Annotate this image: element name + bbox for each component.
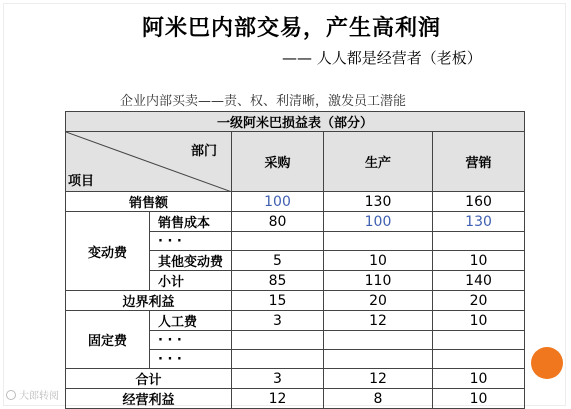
labor-purchase: 3: [232, 311, 324, 331]
table-row-operating-profit: [66, 389, 525, 409]
header-dept-marketing: 营销: [433, 132, 525, 192]
sales-marketing: 160: [433, 192, 525, 212]
row-label-other-variable: 其他变动费: [150, 251, 232, 271]
header-department-label: 部门: [190, 144, 217, 159]
sales-production: 130: [324, 192, 433, 212]
row-label-operating-profit: 经营利益: [66, 389, 232, 409]
row-label-variable-ellipsis: · · ·: [150, 232, 232, 251]
watermark-text: 大郎转阅: [19, 391, 59, 402]
labor-production: 12: [324, 311, 433, 331]
row-label-total: 合计: [66, 369, 232, 389]
table-caption-row: [66, 112, 525, 132]
row-label-sales: 销售额: [66, 192, 232, 212]
operating-production: 8: [324, 389, 433, 409]
other-var-production: 10: [324, 251, 433, 271]
marginal-purchase: 15: [232, 291, 324, 311]
empty-cell: [433, 331, 525, 350]
empty-cell: [324, 331, 433, 350]
slide-caption: 企业内部买卖——责、权、利清晰，激发员工潜能: [120, 94, 407, 109]
subtotal-purchase: 85: [232, 271, 324, 291]
header-item-label: 项目: [68, 174, 95, 189]
table-row-marginal-profit: [66, 291, 525, 311]
marginal-production: 20: [324, 291, 433, 311]
empty-cell: [232, 350, 324, 369]
total-marketing: 10: [433, 369, 525, 389]
operating-marketing: 10: [433, 389, 525, 409]
sales-purchase: 100: [232, 192, 324, 212]
group-label-variable: 变动费: [66, 212, 150, 291]
operating-purchase: 12: [232, 389, 324, 409]
watermark-logo-icon: [6, 390, 16, 400]
profit-loss-table: [65, 111, 525, 409]
row-label-marginal-profit: 边界利益: [66, 291, 232, 311]
total-purchase: 3: [232, 369, 324, 389]
row-label-subtotal: 小计: [150, 271, 232, 291]
header-dept-purchase: 采购: [232, 132, 324, 192]
row-label-fixed-ellipsis-2: · · ·: [150, 350, 232, 369]
row-label-fixed-ellipsis-1: · · ·: [150, 331, 232, 350]
row-label-cost-of-sales: 销售成本: [150, 212, 232, 232]
diagonal-header-cell: [66, 132, 232, 192]
empty-cell: [324, 232, 433, 251]
total-production: 12: [324, 369, 433, 389]
empty-cell: [433, 350, 525, 369]
group-label-fixed: 固定费: [66, 311, 150, 369]
subtotal-production: 110: [324, 271, 433, 291]
table-row-sales: [66, 192, 525, 212]
cost-production: 100: [324, 212, 433, 232]
row-label-labor: 人工费: [150, 311, 232, 331]
table-row-cost-of-sales: [66, 212, 525, 232]
cost-marketing: 130: [433, 212, 525, 232]
table-header-row: [66, 132, 525, 192]
empty-cell: [433, 232, 525, 251]
empty-cell: [232, 331, 324, 350]
marginal-marketing: 20: [433, 291, 525, 311]
table-row-labor: [66, 311, 525, 331]
header-dept-production: 生产: [324, 132, 433, 192]
slide-title: 阿米巴内部交易，产生高利润: [142, 16, 442, 41]
other-var-purchase: 5: [232, 251, 324, 271]
other-var-marketing: 10: [433, 251, 525, 271]
empty-cell: [232, 232, 324, 251]
slide-subtitle: —— 人人都是经营者（老板）: [282, 49, 482, 67]
table-caption: 一级阿米巴损益表（部分）: [66, 112, 525, 132]
table-row-total: [66, 369, 525, 389]
subtotal-marketing: 140: [433, 271, 525, 291]
empty-cell: [324, 350, 433, 369]
watermark: [6, 387, 59, 402]
labor-marketing: 10: [433, 311, 525, 331]
cost-purchase: 80: [232, 212, 324, 232]
orange-circle-decoration: [531, 347, 563, 379]
